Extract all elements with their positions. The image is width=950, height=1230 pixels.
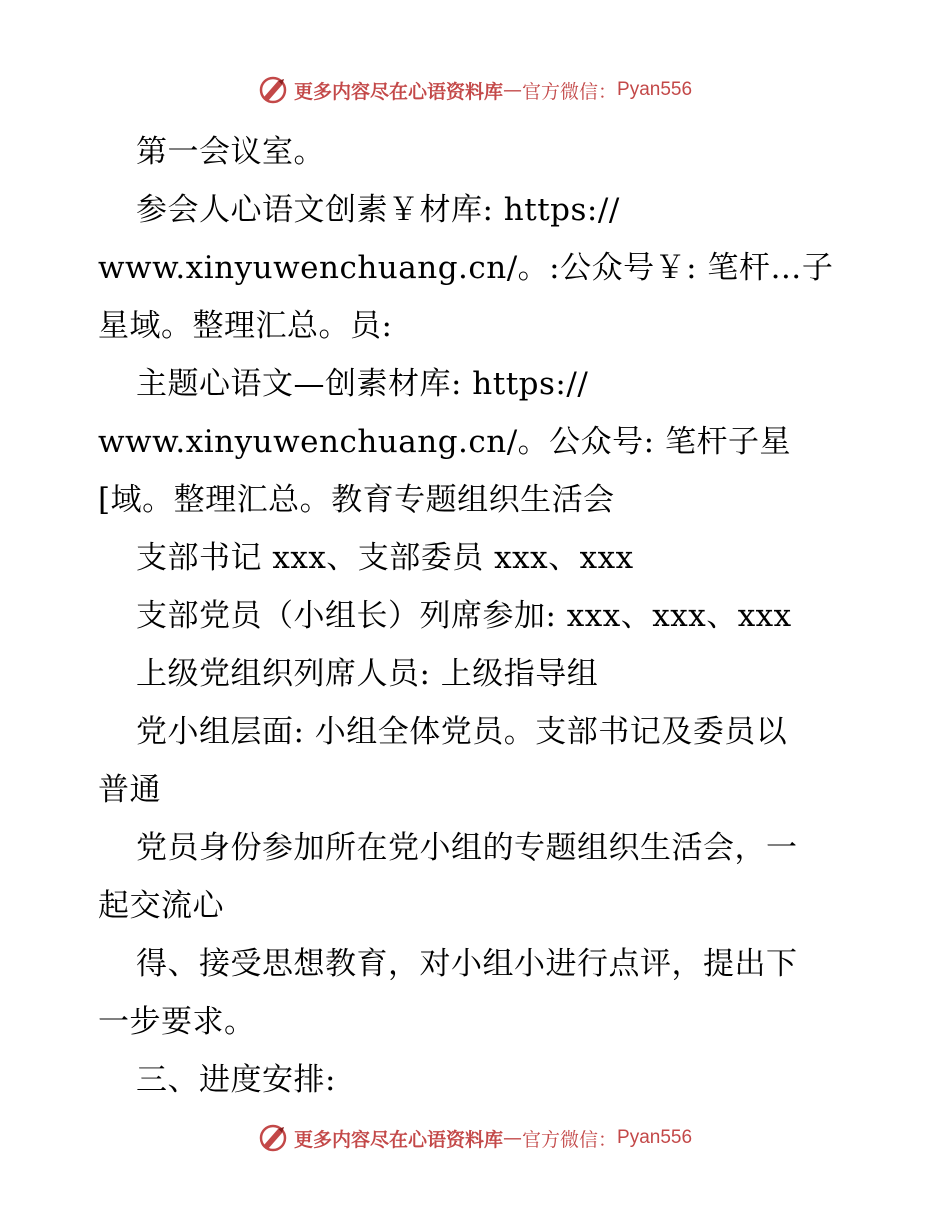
text-line: 支部书记 xxx、支部委员 xxx、xxx (136, 540, 634, 576)
text-line: 党员身份参加所在党小组的专题组织生活会，一 (136, 830, 798, 866)
header-watermark-banner (0, 70, 950, 110)
document-body (98, 123, 858, 1109)
banner-dash: — (502, 1127, 522, 1149)
banner-official-label: 官方微信 (521, 80, 598, 103)
text-line: www.xinyuwenchuang.cn/。公众号: 笔杆子星 (98, 424, 791, 460)
text-line: 支部党员（小组长）列席参加: xxx、xxx、xxx (136, 598, 792, 634)
text-line: 三、进度安排: (136, 1062, 336, 1098)
text-line: 得、接受思想教育，对小组小进行点评，提出下 (136, 946, 798, 982)
footer-watermark-banner (0, 1118, 950, 1158)
text-line: 星域。整理汇总。员: (98, 308, 393, 344)
text-line: 普通 (98, 772, 161, 808)
text-line: 参会人心语文创素￥材库: https:// (136, 192, 620, 228)
text-line: 一步要求。 (98, 1004, 256, 1040)
banner-official-label: 官方微信 (521, 1128, 598, 1151)
text-line: [域。整理汇总。教育专题组织生活会 (98, 482, 615, 518)
pen-logo-icon (258, 75, 288, 105)
text-line: 第一会议室。 (136, 134, 325, 170)
banner-dash: — (502, 79, 522, 101)
banner-main-text: 更多内容尽在心语资料库 (293, 1128, 503, 1151)
banner-wechat-id: Pyan556 (617, 79, 693, 100)
banner-colon: ： (598, 80, 618, 103)
text-line: 起交流心 (98, 888, 224, 924)
banner-main-text: 更多内容尽在心语资料库 (293, 80, 503, 103)
banner-wechat-id: Pyan556 (617, 1127, 693, 1148)
pen-logo-icon (258, 1123, 288, 1153)
text-line: 上级党组织列席人员: 上级指导组 (136, 656, 599, 692)
banner-colon: ： (598, 1128, 618, 1151)
text-line: 党小组层面: 小组全体党员。支部书记及委员以 (136, 714, 788, 750)
text-line: www.xinyuwenchuang.cn/。:公众号￥: 笔杆…子 (98, 250, 834, 286)
text-line: 主题心语文—创素材库: https:// (136, 366, 589, 402)
